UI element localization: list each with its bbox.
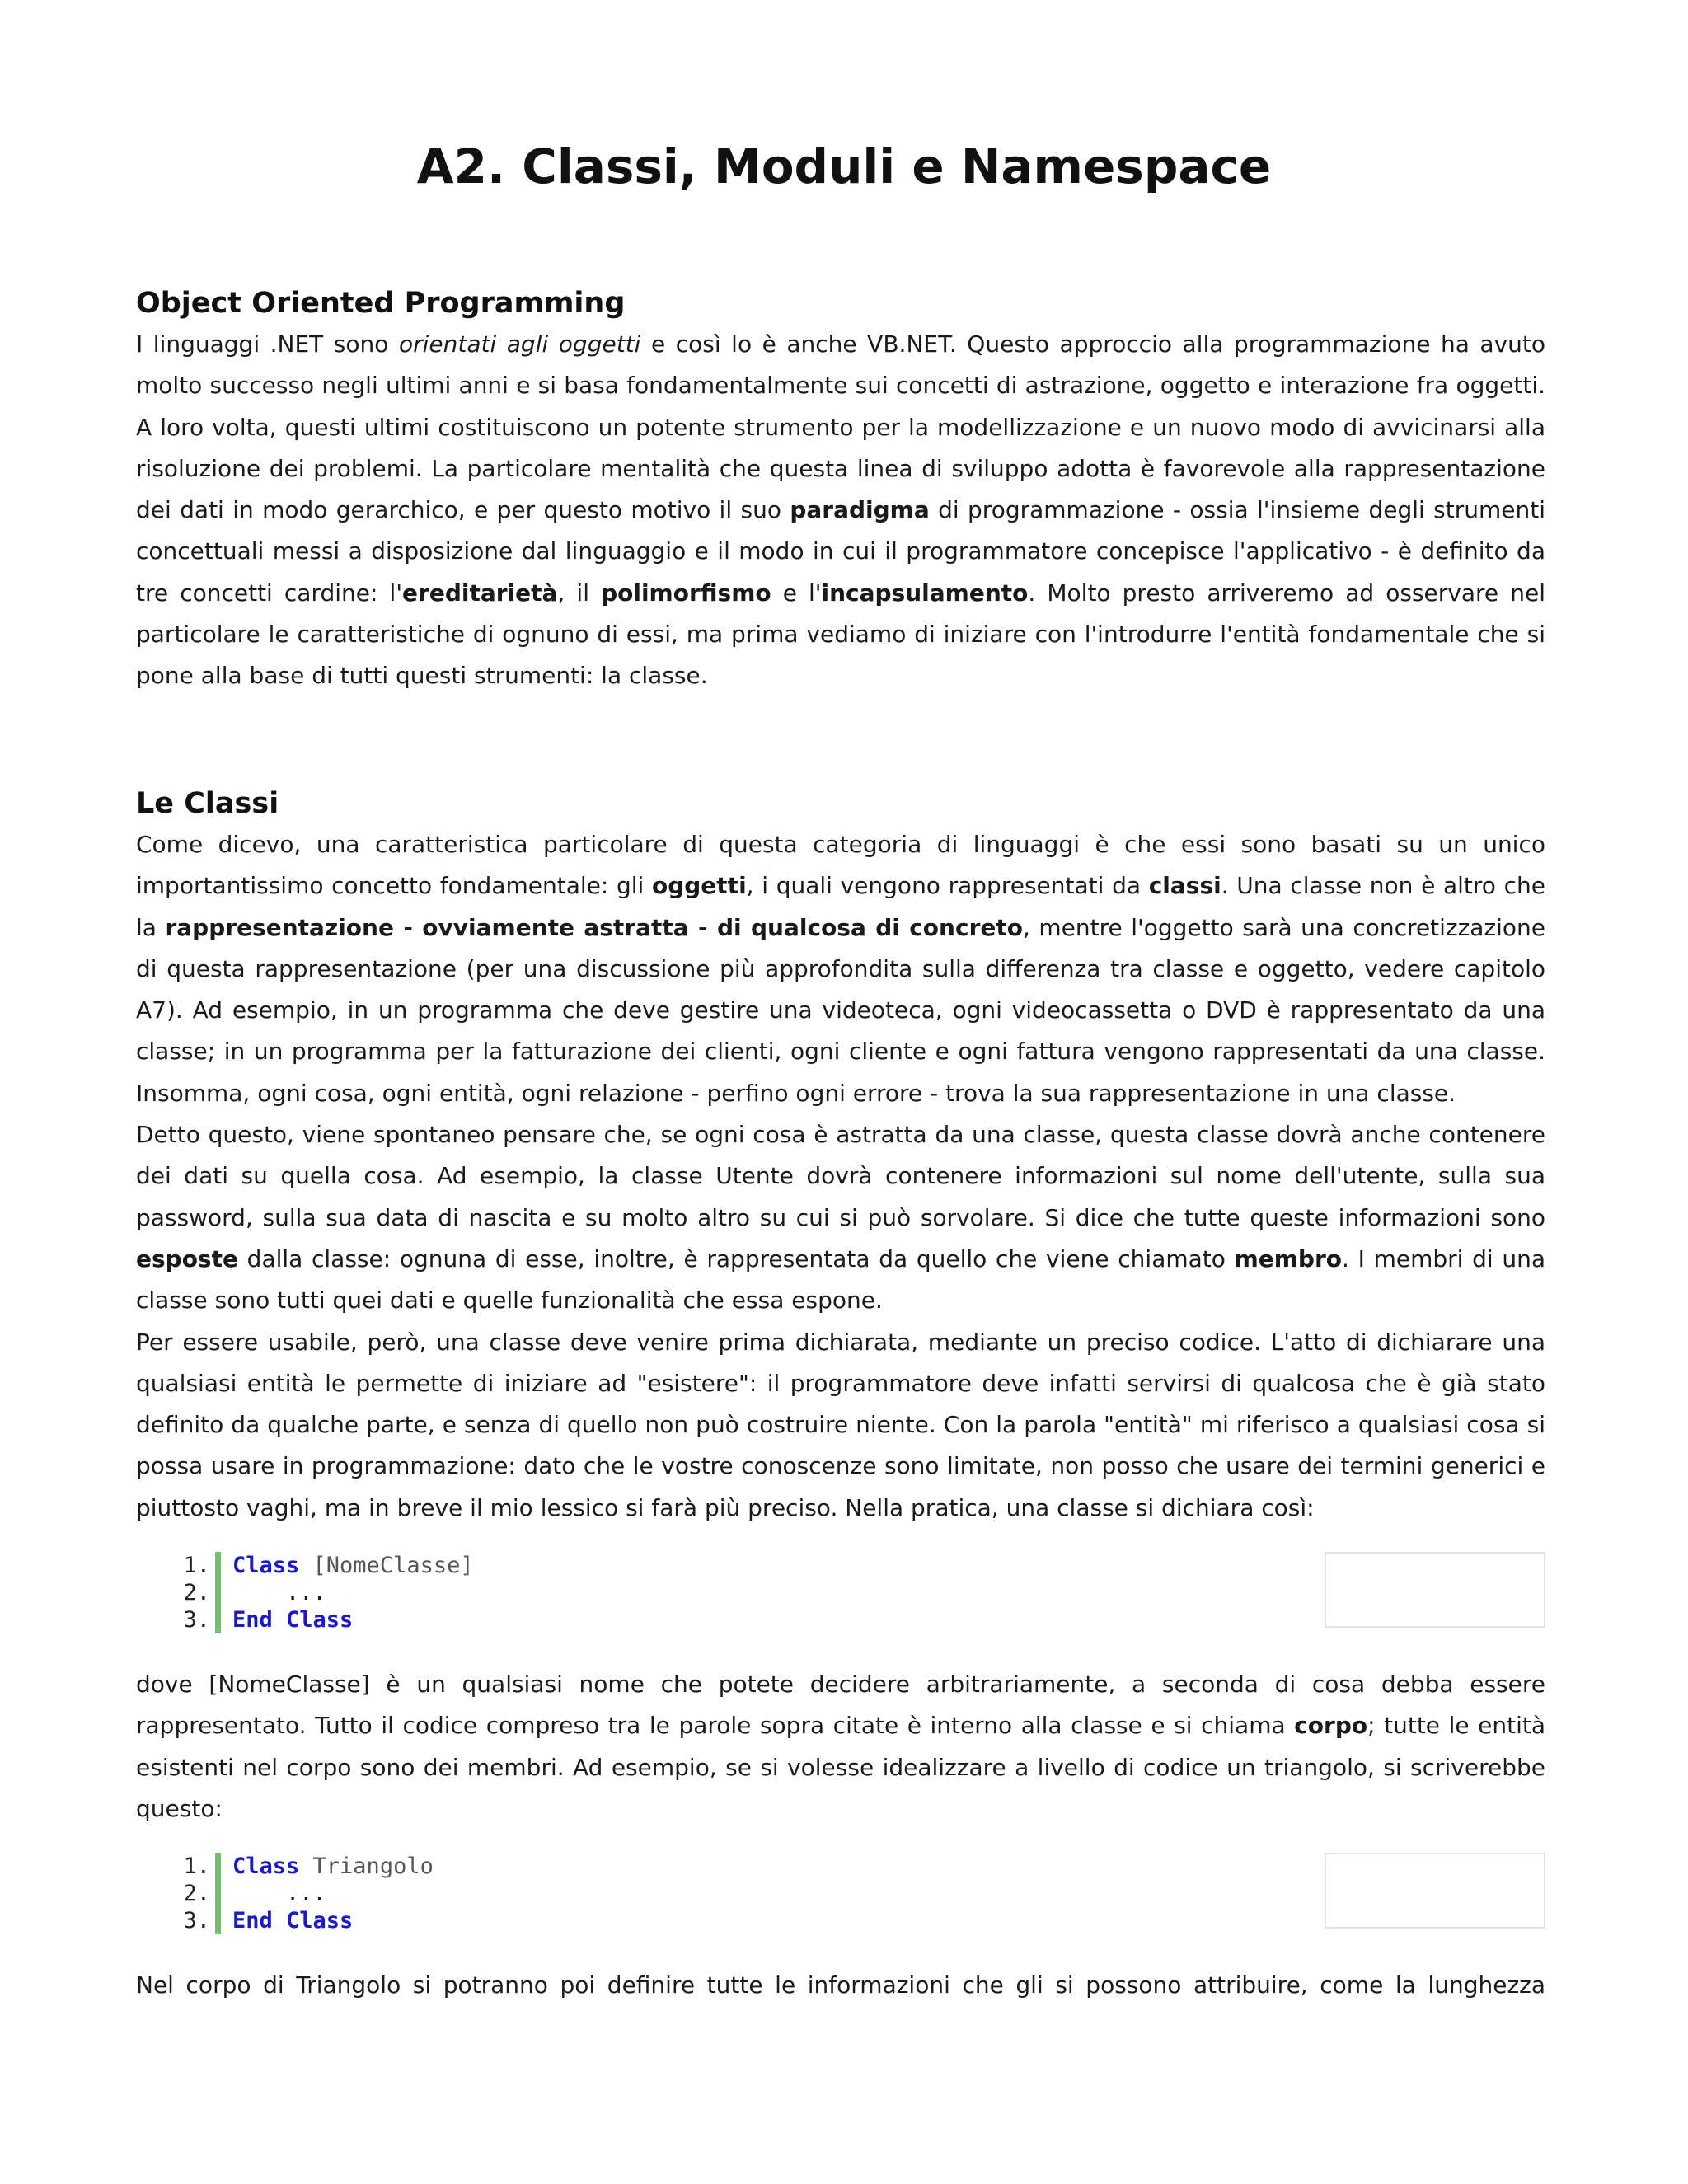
- text: I linguaggi .NET sono: [136, 330, 399, 358]
- text: e l': [771, 579, 822, 607]
- bold-text: ereditarietà: [402, 579, 558, 607]
- text: , i quali vengono rappresentati da: [746, 872, 1149, 900]
- code-line: [169, 1853, 434, 1880]
- code-text: Triangolo: [299, 1854, 434, 1880]
- section-classi: [136, 785, 1545, 2007]
- bold-text: rappresentazione - ovviamente astratta - di qualcosa di concreto: [165, 913, 1023, 941]
- code-text: ...: [232, 1580, 326, 1606]
- code-keyword: End Class: [232, 1908, 354, 1934]
- bold-text: esposte: [136, 1244, 238, 1272]
- paragraph-classi-3: Per essere usabile, però, una classe deve venire prima dichiarata, mediante un preciso codice. L'atto di dichiarare una qualsiasi entità le permette di iniziare ad "esistere": il programmatore deve infatti servirsi di qualcosa che è già stato definito da qualche parte, e senza di quello non può costruire niente. Con la parola "entità" mi riferisco a qualsiasi cosa si possa usare in programmazione: dato che le vostre conoscenze sono limitate, non posso che usare dei termini generici e piuttosto vaghi, ma in breve il mio lessico si farà più preciso. Nella pratica, una classe si dichiara così:: [136, 1328, 1545, 1521]
- code-keyword: Class: [232, 1553, 300, 1579]
- code-gutter-bar: [215, 1907, 221, 1934]
- code-lines: [169, 1552, 474, 1633]
- paragraph-classi-4: [136, 1664, 1545, 1830]
- text: ; tutte le entità esistenti nel corpo sono dei membri. Ad esempio, se si volesse idealizzare a livello di codice un triangolo, si scriverebbe questo:: [136, 1712, 1546, 1822]
- bold-text: polimorfismo: [601, 579, 771, 607]
- code-line: [169, 1552, 474, 1579]
- text: dalla classe: ognuna di esse, inoltre, è rappresentata da quello che viene chiamato: [237, 1244, 1235, 1272]
- paragraph-oop-1: [136, 324, 1545, 697]
- paragraph-classi-2: [136, 1114, 1545, 1321]
- bold-text: paradigma: [790, 496, 930, 524]
- paragraph-classi-5: Nel corpo di Triangolo si potranno poi definire tutte le informazioni che gli si possono attribuire, come la lunghezza: [136, 1971, 1545, 1999]
- line-number: 3.: [183, 1908, 210, 1934]
- code-text: [NomeClasse]: [299, 1553, 474, 1579]
- text: . Molto presto arriveremo ad osservare nel particolare le caratteristiche di ognuno di essi, ma prima vediamo di iniziare con l'introdurre l'entità fondamentale che si pone alla base di tutti questi strumenti: la classe.: [136, 579, 1545, 690]
- line-number: 3.: [183, 1607, 210, 1633]
- line-number: 2.: [183, 1881, 210, 1907]
- code-block-2: [136, 1853, 1545, 1942]
- code-line: [169, 1907, 434, 1934]
- bold-text: classi: [1148, 872, 1221, 900]
- text: Come dicevo, una caratteristica particolare di questa categoria di linguaggi è che essi sono basati su un unico importantissimo concetto fondamentale: gli: [136, 831, 1545, 900]
- code-gutter-bar: [215, 1853, 221, 1880]
- text: , il: [557, 579, 602, 607]
- code-text: ...: [232, 1881, 326, 1907]
- emphasis-text: orientati agli oggetti: [398, 330, 641, 358]
- bold-text: corpo: [1294, 1712, 1368, 1740]
- code-toolbar-box: [1325, 1853, 1545, 1929]
- bold-text: membro: [1234, 1244, 1343, 1272]
- code-line: [169, 1579, 474, 1606]
- line-number: 1.: [183, 1553, 210, 1579]
- section-heading-oop: Object Oriented Programming: [136, 287, 626, 320]
- line-number: 2.: [183, 1580, 210, 1606]
- line-number: 1.: [183, 1854, 210, 1880]
- bold-text: oggetti: [651, 872, 747, 900]
- text: . Una classe non è altro che la: [136, 872, 1545, 941]
- code-line: [169, 1880, 434, 1907]
- code-gutter-bar: [215, 1552, 221, 1579]
- code-keyword: Class: [232, 1854, 300, 1880]
- text: Detto questo, viene spontaneo pensare che, se ogni cosa è astratta da una classe, questa classe dovrà anche contenere dei dati su quella cosa. Ad esempio, la classe Utente dovrà contenere informazioni sul nome dell'utente, sulla sua password, sulla sua data di nascita e su molto altro su cui si può sorvolare. Si dice che tutte queste informazioni sono: [136, 1121, 1545, 1231]
- bold-text: incapsulamento: [821, 579, 1029, 607]
- paragraph-classi-1: [136, 824, 1545, 1114]
- code-toolbar-box: [1325, 1552, 1545, 1628]
- text: di programmazione - ossia l'insieme degli strumenti concettuali messi a disposizione dal linguaggio e il modo in cui il programmatore concepisce l'applicativo - è definito da tre concetti cardine: l': [136, 496, 1545, 607]
- code-gutter-bar: [215, 1606, 221, 1633]
- text: dove [NomeClasse] è un qualsiasi nome che potete decidere arbitrariamente, a seconda di cosa debba essere rappresentato. Tutto il codice compreso tra le parole sopra citate è interno alla classe e si chiama: [136, 1671, 1545, 1740]
- code-gutter-bar: [215, 1579, 221, 1606]
- section-oop: [136, 284, 1545, 697]
- page-title: A2. Classi, Moduli e Namespace: [416, 138, 1272, 194]
- text: . I membri di una classe sono tutti quei dati e quelle funzionalità che essa espone.: [136, 1244, 1545, 1315]
- code-block-1: [136, 1552, 1545, 1641]
- text: , mentre l'oggetto sarà una concretizzazione di questa rappresentazione (per una discussione più approfondita sulla differenza tra classe e oggetto, vedere capitolo A7). Ad esempio, in un programma che deve gestire una videoteca, ogni videocassetta o DVD è rappresentato da una classe; in un programma per la fatturazione dei clienti, ogni cliente e ogni fattura vengono rappresentati da una classe. Insomma, ogni cosa, ogni entità, ogni relazione - perfino ogni errore - trova la sua rappresentazione in una classe.: [136, 913, 1546, 1107]
- section-heading-classi: Le Classi: [136, 787, 279, 820]
- code-gutter-bar: [215, 1880, 221, 1907]
- text: e così lo è anche VB.NET. Questo approccio alla programmazione ha avuto molto successo negli ultimi anni e si basa fondamentalmente sui concetti di astrazione, oggetto e interazione fra oggetti. A loro volta, questi ultimi costituiscono un potente strumento per la modellizzazione e un nuovo modo di avvicinarsi alla risoluzione dei problemi. La particolare mentalità che questa linea di sviluppo adotta è favorevole alla rappresentazione dei dati in modo gerarchico, e per questo motivo il suo: [136, 330, 1546, 524]
- code-keyword: End Class: [232, 1607, 354, 1633]
- code-lines: [169, 1853, 434, 1934]
- code-line: [169, 1606, 474, 1633]
